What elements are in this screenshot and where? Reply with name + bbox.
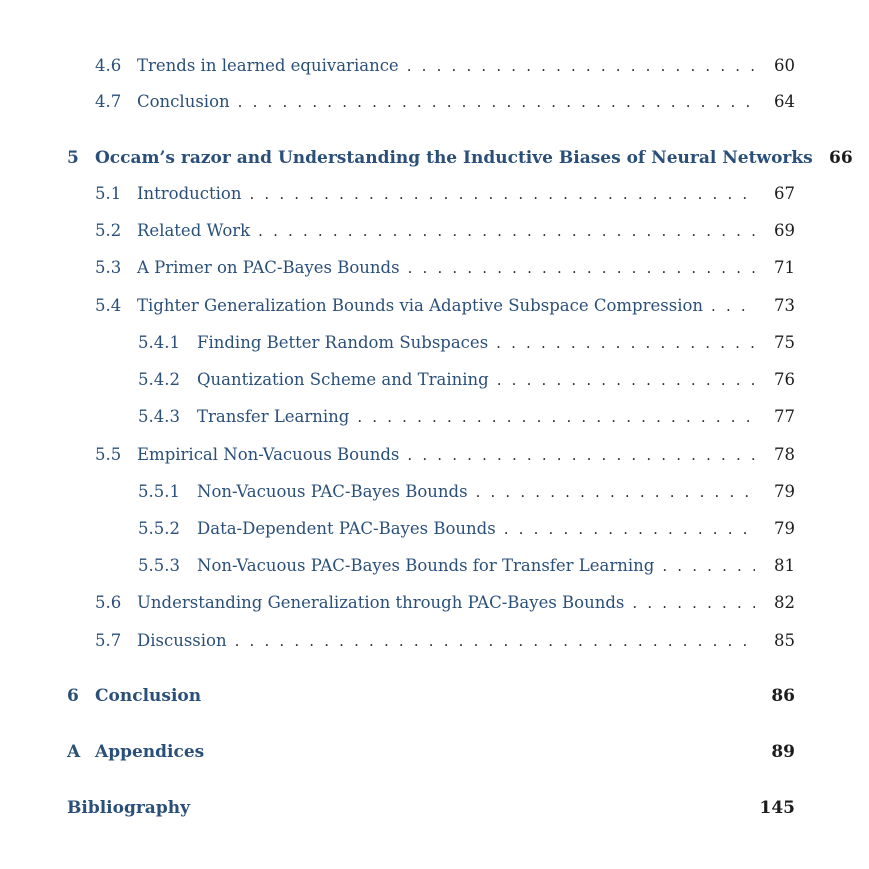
subsection-number: 5.4.2 <box>138 370 180 389</box>
toc-entry-5-4[interactable] <box>95 295 795 317</box>
toc-entry-5-5-2[interactable] <box>138 518 795 540</box>
toc-entry-5-6[interactable] <box>95 592 795 614</box>
leader-dots <box>497 369 755 391</box>
toc-entry-5-5-3[interactable] <box>138 555 795 577</box>
toc-entry-5-7[interactable] <box>95 630 795 652</box>
toc-chapter-6[interactable] <box>67 685 795 707</box>
toc-entry-4-6[interactable] <box>95 55 795 77</box>
leader-dots <box>250 183 756 205</box>
section-number: 4.7 <box>95 92 122 111</box>
leader-dots <box>504 518 755 540</box>
leader-dots <box>408 257 755 279</box>
page-number: 67 <box>774 184 795 203</box>
subsection-title: Non-Vacuous PAC-Bayes Bounds <box>197 482 468 501</box>
toc-entry-4-7[interactable] <box>95 91 795 113</box>
page-number: 79 <box>774 482 795 501</box>
toc-bibliography[interactable] <box>67 797 795 819</box>
section-title: Trends in learned equivariance <box>137 56 399 75</box>
section-title: A Primer on PAC-Bayes Bounds <box>137 258 400 277</box>
section-number: 5.3 <box>95 258 122 277</box>
section-title: Discussion <box>137 631 227 650</box>
page-number: 77 <box>774 407 795 426</box>
leader-dots <box>476 481 755 503</box>
leader-dots <box>238 91 755 113</box>
leader-dots <box>258 220 755 242</box>
page-number: 79 <box>774 519 795 538</box>
chapter-number: A <box>67 742 81 762</box>
toc-chapter-5[interactable] <box>67 147 853 169</box>
page-number: 73 <box>774 296 795 315</box>
toc-entry-5-1[interactable] <box>95 183 795 205</box>
section-title: Tighter Generalization Bounds via Adaptive Subspace Compression <box>137 296 704 315</box>
section-title: Related Work <box>137 221 251 240</box>
section-number: 5.1 <box>95 184 122 203</box>
toc-chapter-a[interactable] <box>67 741 795 763</box>
section-number: 4.6 <box>95 56 122 75</box>
subsection-title: Finding Better Random Subspaces <box>197 333 489 352</box>
toc-entry-5-4-2[interactable] <box>138 369 795 391</box>
page-number: 60 <box>774 56 795 75</box>
page-number: 64 <box>774 92 795 111</box>
section-number: 5.5 <box>95 445 122 464</box>
chapter-title: Occam’s razor and Understanding the Inductive Biases of Neural Networks <box>95 148 813 168</box>
page-number: 145 <box>759 798 795 818</box>
leader-dots <box>407 55 755 77</box>
subsection-title: Non-Vacuous PAC-Bayes Bounds for Transfer Learning <box>197 556 655 575</box>
page-number: 78 <box>774 445 795 464</box>
page-number: 71 <box>774 258 795 277</box>
leader-dots <box>496 332 755 354</box>
page-number: 89 <box>771 742 795 762</box>
subsection-title: Transfer Learning <box>197 407 350 426</box>
subsection-number: 5.4.3 <box>138 407 180 426</box>
toc-entry-5-4-1[interactable] <box>138 332 795 354</box>
page-number: 81 <box>774 556 795 575</box>
toc-entry-5-3[interactable] <box>95 257 795 279</box>
leader-dots <box>235 630 755 652</box>
subsection-title: Quantization Scheme and Training <box>197 370 489 389</box>
leader-dots <box>711 295 755 317</box>
page-number: 85 <box>774 631 795 650</box>
section-number: 5.7 <box>95 631 122 650</box>
toc-entry-5-2[interactable] <box>95 220 795 242</box>
chapter-number: 5 <box>67 148 79 168</box>
subsection-number: 5.5.2 <box>138 519 180 538</box>
section-title: Conclusion <box>137 92 230 111</box>
page-number: 75 <box>774 333 795 352</box>
subsection-number: 5.5.3 <box>138 556 180 575</box>
leader-dots <box>357 406 755 428</box>
page-number: 82 <box>774 593 795 612</box>
subsection-number: 5.4.1 <box>138 333 180 352</box>
subsection-title: Data-Dependent PAC-Bayes Bounds <box>197 519 496 538</box>
leader-dots <box>662 555 755 577</box>
chapter-number: 6 <box>67 686 79 706</box>
section-title: Empirical Non-Vacuous Bounds <box>137 445 400 464</box>
section-title: Understanding Generalization through PAC-Bayes Bounds <box>137 593 625 612</box>
section-number: 5.4 <box>95 296 122 315</box>
chapter-title: Appendices <box>95 742 205 762</box>
page-number: 86 <box>771 686 795 706</box>
chapter-title: Conclusion <box>95 686 202 706</box>
page-number: 69 <box>774 221 795 240</box>
section-title: Introduction <box>137 184 242 203</box>
toc-entry-5-5[interactable] <box>95 444 795 466</box>
leader-dots <box>407 444 755 466</box>
section-number: 5.6 <box>95 593 122 612</box>
chapter-title: Bibliography <box>67 798 190 818</box>
toc-entry-5-5-1[interactable] <box>138 481 795 503</box>
section-number: 5.2 <box>95 221 122 240</box>
page-number: 76 <box>774 370 795 389</box>
subsection-number: 5.5.1 <box>138 482 180 501</box>
toc-entry-5-4-3[interactable] <box>138 406 795 428</box>
page-number: 66 <box>829 148 853 168</box>
leader-dots <box>632 592 755 614</box>
